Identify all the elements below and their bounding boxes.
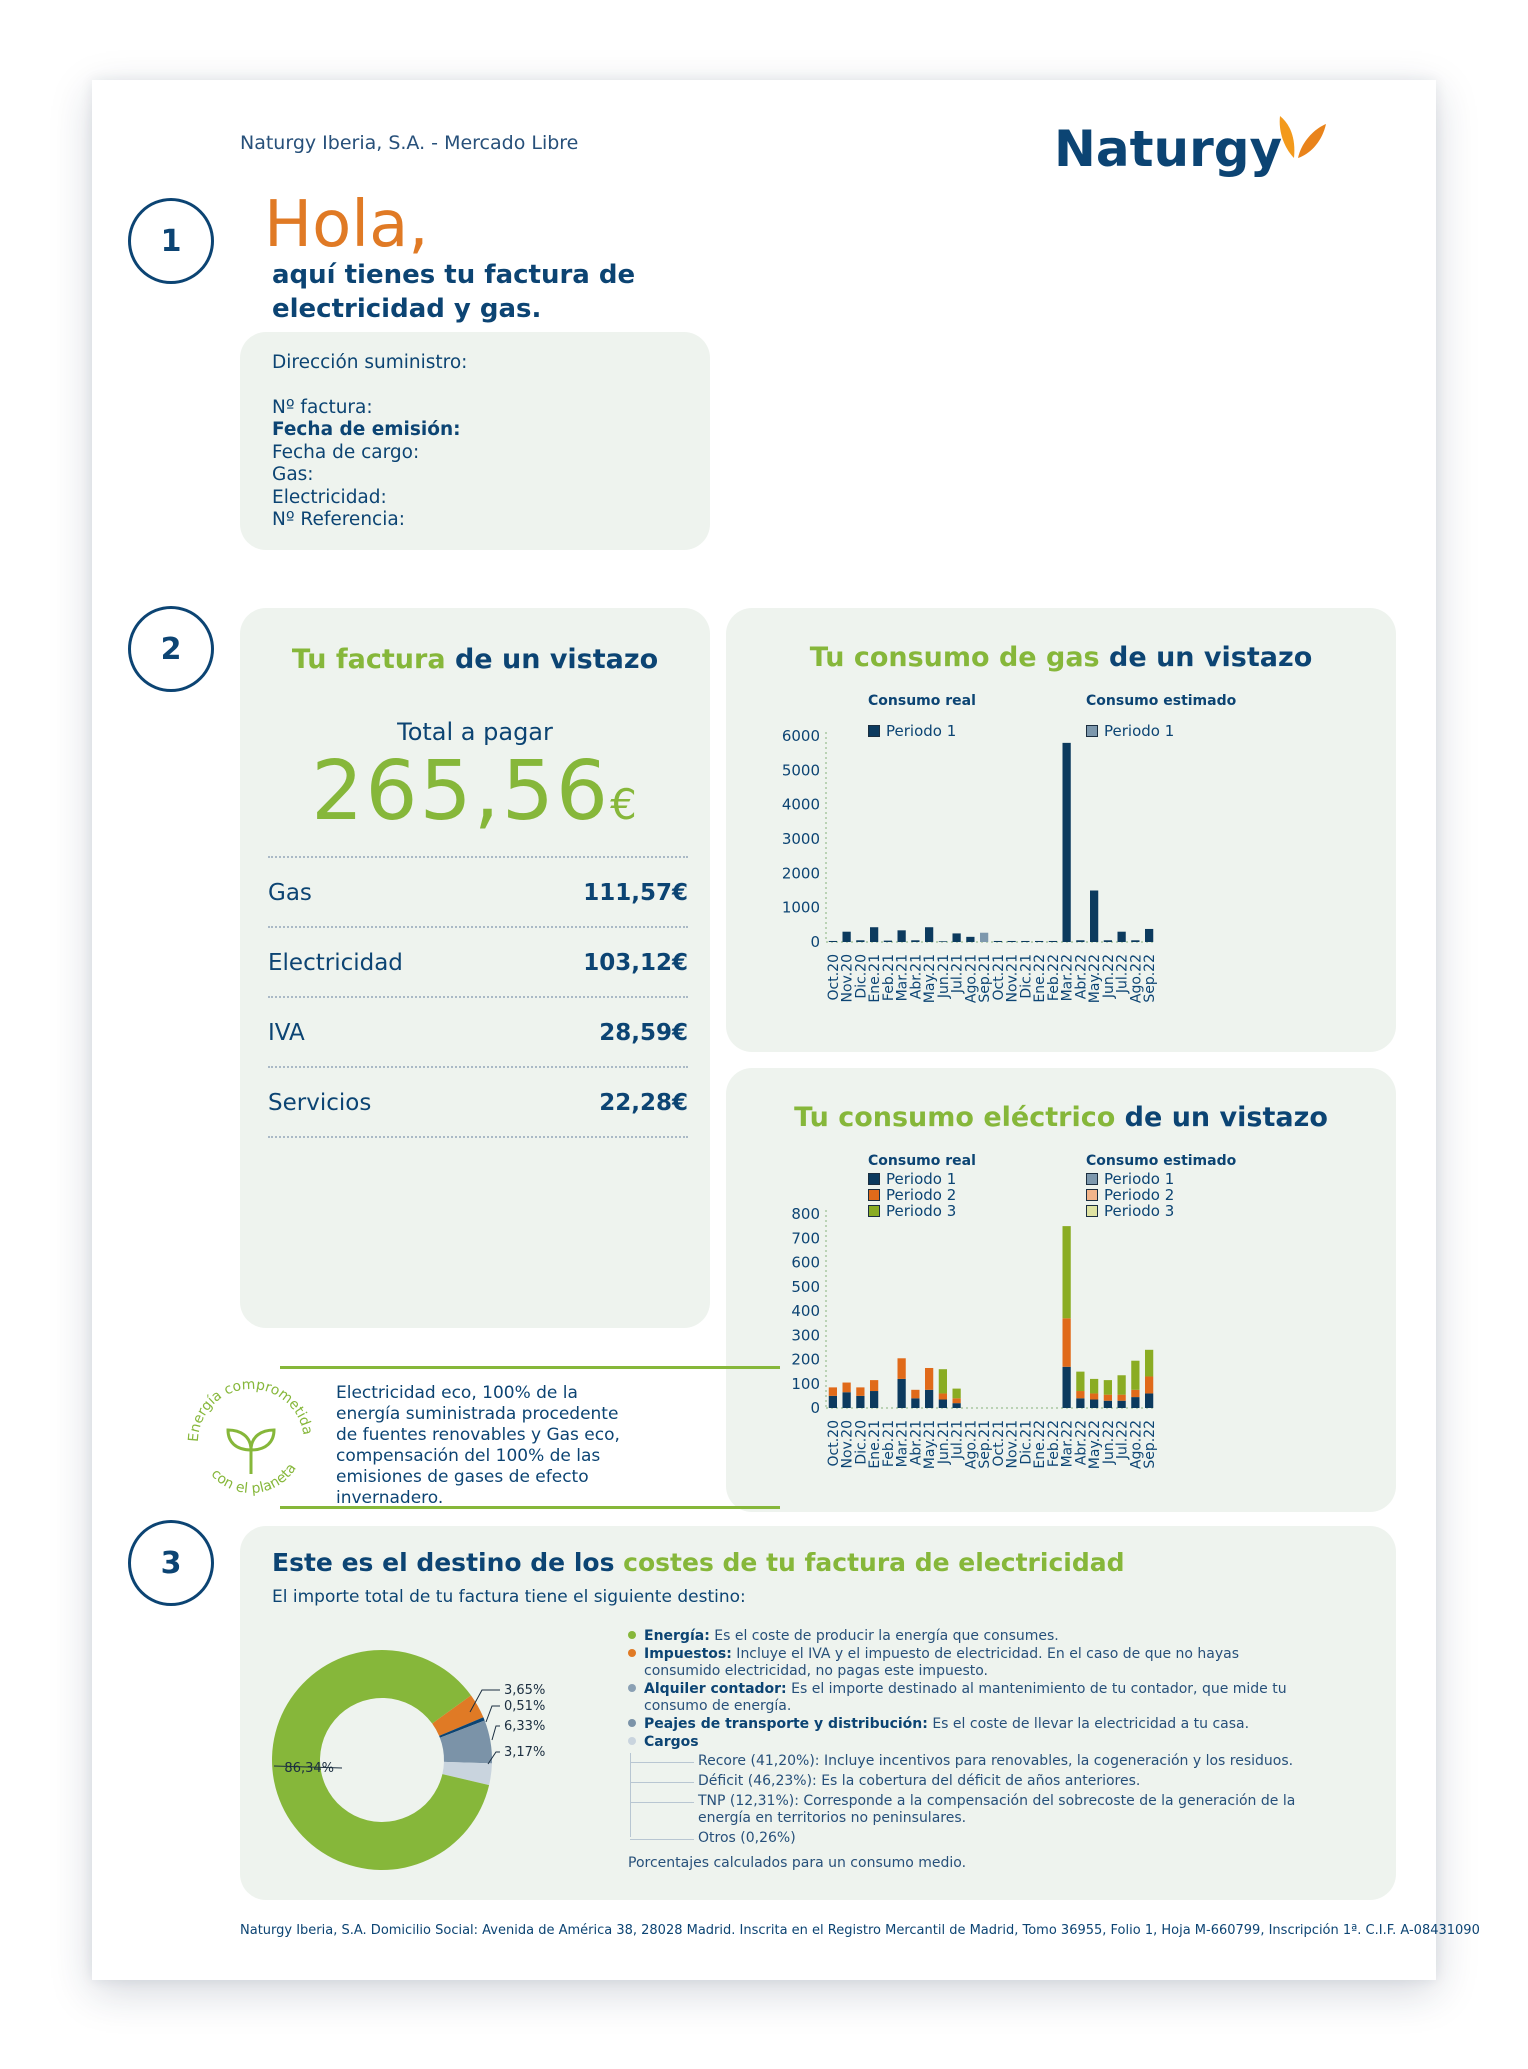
butterfly-icon bbox=[1272, 110, 1332, 170]
legal-footer: Naturgy Iberia, S.A. Domicilio Social: Avenida de América 38, 28028 Madrid. Inscrita en el Registro Mercantil de Madrid, Tomo 36955, Folio 1, Hoja M-660799, Inscripción 1ª. C.I.F. A-08431090 bbox=[240, 1923, 1480, 1938]
x-tick-label: Ene.22 bbox=[1032, 1420, 1049, 1469]
x-tick-label: Dic.21 bbox=[1018, 954, 1035, 999]
gas-consumption-chart bbox=[726, 608, 1396, 1052]
summary-row-gas: Gas 111,57€ bbox=[268, 856, 688, 928]
x-tick-label: Mar.21 bbox=[894, 954, 911, 1002]
y-tick-label: 100 bbox=[791, 1374, 820, 1393]
x-tick-label: Nov.21 bbox=[1004, 954, 1021, 1003]
bar bbox=[1118, 1401, 1126, 1408]
gas-chart-title: Tu consumo de gas de un vistazo bbox=[809, 642, 1313, 673]
x-tick-label: Jun.22 bbox=[1100, 1420, 1117, 1465]
x-tick-label: Ago.22 bbox=[1128, 954, 1145, 1004]
summary-divider bbox=[268, 1136, 688, 1138]
bar bbox=[1035, 941, 1043, 942]
x-tick-label: Mar.22 bbox=[1059, 954, 1076, 1002]
supply-details-card bbox=[240, 332, 710, 550]
x-tick-label: Dic.20 bbox=[853, 954, 870, 999]
cargo-recore: Recore (41,20%): Incluye incentivos para renovables, la cogeneración y los residuos. bbox=[698, 1753, 1318, 1770]
bar bbox=[1090, 1379, 1098, 1394]
x-tick-label: Mar.21 bbox=[894, 1420, 911, 1468]
bar bbox=[1063, 1226, 1071, 1318]
cargos-breakdown bbox=[628, 1753, 1318, 1847]
bar bbox=[925, 1368, 933, 1390]
x-tick-label: May.21 bbox=[922, 954, 939, 1004]
bar bbox=[939, 1400, 947, 1408]
charge-date-label: Fecha de cargo: bbox=[272, 441, 420, 463]
gas-legend-est-p1: Periodo 1 bbox=[1086, 723, 1174, 739]
donut-label: 6,33% bbox=[504, 1719, 546, 1734]
bar bbox=[1131, 1390, 1139, 1397]
bar bbox=[843, 1392, 851, 1408]
x-tick-label: Jul.21 bbox=[949, 1420, 966, 1460]
costs-note: Porcentajes calculados para un consumo medio. bbox=[628, 1855, 967, 1871]
elec-legend-real-p3: Periodo 3 bbox=[868, 1203, 956, 1219]
bar bbox=[911, 940, 919, 942]
y-tick-label: 600 bbox=[791, 1253, 820, 1272]
bar bbox=[1021, 941, 1029, 942]
legend-alquiler: Alquiler contador: Es el importe destinado al mantenimiento de tu contador, que mide tu consumo de energía. bbox=[628, 1681, 1318, 1715]
y-tick-label: 2000 bbox=[781, 864, 820, 883]
electricity-label: Electricidad: bbox=[272, 486, 387, 508]
gas-legend-real-p1: Periodo 1 bbox=[868, 723, 956, 739]
x-tick-label: Jul.21 bbox=[949, 954, 966, 994]
bar bbox=[953, 1398, 961, 1403]
x-tick-label: Ago.21 bbox=[963, 954, 980, 1004]
legend-peajes: Peajes de transporte y distribución: Es el coste de llevar la electricidad a tu casa. bbox=[628, 1716, 1318, 1733]
bar bbox=[1076, 940, 1084, 942]
x-tick-label: Sep.21 bbox=[977, 954, 994, 1003]
bar bbox=[870, 1391, 878, 1408]
gas-legend-real-heading: Consumo real bbox=[868, 693, 976, 709]
bar bbox=[856, 1396, 864, 1408]
x-tick-label: Oct.21 bbox=[990, 954, 1007, 1001]
bar bbox=[953, 933, 961, 942]
costs-donut-chart bbox=[252, 1640, 652, 1880]
y-tick-label: 0 bbox=[810, 933, 820, 951]
section-number-1: 1 bbox=[128, 198, 214, 284]
donut-label: 3,65% bbox=[504, 1683, 546, 1698]
bar bbox=[966, 937, 974, 942]
company-name: Naturgy Iberia, S.A. - Mercado Libre bbox=[240, 132, 579, 154]
elec-legend-est-p3: Periodo 3 bbox=[1086, 1203, 1174, 1219]
bar bbox=[939, 941, 947, 942]
bar bbox=[1145, 929, 1153, 942]
y-tick-label: 4000 bbox=[781, 795, 820, 814]
logo-text: Naturgy bbox=[1054, 120, 1283, 178]
x-tick-label: Oct.20 bbox=[825, 1420, 842, 1467]
donut-leader bbox=[486, 1706, 500, 1722]
reference-label: Nº Referencia: bbox=[272, 509, 405, 530]
bar bbox=[980, 933, 988, 942]
bar bbox=[856, 940, 864, 942]
y-tick-label: 1000 bbox=[781, 898, 820, 917]
y-tick-label: 800 bbox=[791, 1205, 820, 1223]
bar bbox=[911, 1398, 919, 1408]
costs-title: Este es el destino de los costes de tu factura de electricidad bbox=[272, 1548, 1125, 1577]
bar bbox=[1131, 940, 1139, 942]
x-tick-label: Ene.22 bbox=[1032, 954, 1049, 1003]
y-tick-label: 5000 bbox=[781, 761, 820, 780]
bar bbox=[1104, 1401, 1112, 1408]
bar bbox=[925, 1390, 933, 1408]
bar bbox=[1131, 1361, 1139, 1390]
x-tick-label: Feb.21 bbox=[880, 1420, 897, 1468]
electric-consumption-chart bbox=[726, 1068, 1396, 1512]
svg-text:con el planeta: con el planeta bbox=[207, 1460, 300, 1498]
x-tick-label: Abr.21 bbox=[908, 1420, 925, 1466]
bar bbox=[884, 941, 892, 942]
elec-legend-est-p2: Periodo 2 bbox=[1086, 1187, 1174, 1203]
y-tick-label: 3000 bbox=[781, 830, 820, 848]
x-tick-label: Mar.22 bbox=[1059, 1420, 1076, 1468]
svg-text:Energía comprometida: Energía comprometida bbox=[185, 1376, 316, 1443]
summary-row-electricity: Electricidad 103,12€ bbox=[268, 926, 688, 998]
bar bbox=[1049, 941, 1057, 942]
eco-rule-top bbox=[280, 1366, 780, 1369]
naturgy-logo bbox=[1054, 110, 1334, 184]
bar bbox=[1063, 1367, 1071, 1408]
y-tick-label: 400 bbox=[791, 1302, 820, 1320]
summary-title: Tu factura de un vistazo bbox=[291, 644, 659, 675]
bar bbox=[1076, 1391, 1084, 1398]
x-tick-label: Sep.22 bbox=[1142, 954, 1159, 1003]
y-tick-label: 6000 bbox=[781, 727, 820, 745]
bar bbox=[939, 1393, 947, 1399]
x-tick-label: Abr.22 bbox=[1073, 954, 1090, 1000]
x-tick-label: Jun.22 bbox=[1100, 954, 1117, 999]
bar bbox=[898, 930, 906, 942]
bar bbox=[953, 1389, 961, 1399]
bar bbox=[1118, 932, 1126, 942]
donut-leader bbox=[492, 1726, 500, 1740]
bar bbox=[1131, 1397, 1139, 1408]
bar bbox=[829, 1387, 837, 1395]
gas-legend-estimated-heading: Consumo estimado bbox=[1086, 693, 1237, 709]
bar bbox=[1090, 891, 1098, 943]
y-tick-label: 300 bbox=[791, 1326, 820, 1345]
x-tick-label: Ene.21 bbox=[867, 1420, 884, 1469]
greeting-subtitle: aquí tienes tu factura de electricidad y gas. bbox=[272, 260, 636, 324]
bar bbox=[939, 1369, 947, 1393]
bar bbox=[1145, 1350, 1153, 1377]
bar bbox=[1104, 1395, 1112, 1401]
bar bbox=[870, 927, 878, 942]
x-tick-label: Ago.22 bbox=[1128, 1420, 1145, 1470]
bar bbox=[898, 1379, 906, 1408]
cargo-otros: Otros (0,26%) bbox=[698, 1830, 1318, 1847]
summary-row-services: Servicios 22,28€ bbox=[268, 1066, 688, 1138]
bar bbox=[1104, 1380, 1112, 1395]
x-tick-label: Abr.22 bbox=[1073, 1420, 1090, 1466]
x-tick-label: Abr.21 bbox=[908, 954, 925, 1000]
invoice-page bbox=[92, 80, 1480, 1980]
invoice-number-label: Nº factura: bbox=[272, 396, 373, 418]
bar bbox=[1063, 1318, 1071, 1367]
section-number-2: 2 bbox=[128, 606, 214, 692]
elec-legend-est-p1: Periodo 1 bbox=[1086, 1171, 1174, 1187]
cargo-tnp: TNP (12,31%): Corresponde a la compensación del sobrecoste de la generación de la energía en territorios no peninsulares. bbox=[698, 1793, 1318, 1827]
elec-legend-real-p2: Periodo 2 bbox=[868, 1187, 956, 1203]
y-tick-label: 200 bbox=[791, 1350, 820, 1369]
x-tick-label: Ene.21 bbox=[867, 954, 884, 1003]
x-tick-label: May.22 bbox=[1087, 1420, 1104, 1470]
costs-subtitle: El importe total de tu factura tiene el siguiente destino: bbox=[272, 1587, 746, 1607]
eco-rule-bottom bbox=[280, 1506, 780, 1509]
x-tick-label: Jun.21 bbox=[935, 1420, 952, 1465]
bar bbox=[1145, 1393, 1153, 1408]
bar bbox=[1118, 1395, 1126, 1401]
bar bbox=[1090, 1400, 1098, 1408]
electric-chart-title: Tu consumo eléctrico de un vistazo bbox=[794, 1102, 1328, 1133]
x-tick-label: Nov.20 bbox=[839, 1420, 856, 1469]
elec-legend-real-p1: Periodo 1 bbox=[868, 1171, 956, 1187]
donut-label: 86,34% bbox=[284, 1761, 334, 1776]
x-tick-label: Sep.21 bbox=[977, 1420, 994, 1469]
elec-legend-estimated-heading: Consumo estimado bbox=[1086, 1153, 1237, 1169]
x-tick-label: May.21 bbox=[922, 1420, 939, 1470]
x-tick-label: Feb.22 bbox=[1045, 954, 1062, 1002]
x-tick-label: Jun.21 bbox=[935, 954, 952, 999]
bar bbox=[843, 932, 851, 942]
bar bbox=[1008, 941, 1016, 942]
x-tick-label: May.22 bbox=[1087, 954, 1104, 1004]
bar bbox=[1076, 1398, 1084, 1408]
x-tick-label: Nov.20 bbox=[839, 954, 856, 1003]
issue-date-label: Fecha de emisión: bbox=[272, 419, 461, 440]
gas-chart-card bbox=[726, 608, 1396, 1052]
y-tick-label: 0 bbox=[810, 1399, 820, 1417]
y-tick-label: 500 bbox=[791, 1277, 820, 1296]
x-tick-label: Feb.21 bbox=[880, 954, 897, 1002]
bar bbox=[1145, 1376, 1153, 1393]
x-tick-label: Oct.21 bbox=[990, 1420, 1007, 1467]
x-tick-label: Oct.20 bbox=[825, 954, 842, 1001]
x-tick-label: Nov.21 bbox=[1004, 1420, 1021, 1469]
address-label: Dirección suministro: bbox=[272, 352, 468, 373]
bar bbox=[1076, 1372, 1084, 1391]
summary-row-iva: IVA 28,59€ bbox=[268, 996, 688, 1068]
gas-label: Gas: bbox=[272, 464, 314, 485]
x-tick-label: Jul.22 bbox=[1114, 954, 1131, 994]
bar bbox=[843, 1383, 851, 1393]
bar bbox=[953, 1403, 961, 1408]
costs-legend bbox=[628, 1628, 1318, 1872]
elec-legend-real-heading: Consumo real bbox=[868, 1153, 976, 1169]
x-tick-label: Ago.21 bbox=[963, 1420, 980, 1470]
bar bbox=[829, 1396, 837, 1408]
bar bbox=[898, 1358, 906, 1379]
total-amount: 265,56€ bbox=[311, 744, 639, 839]
cargo-deficit: Déficit (46,23%): Es la cobertura del déficit de años anteriores. bbox=[698, 1773, 1318, 1790]
bar bbox=[856, 1387, 864, 1395]
x-tick-label: Sep.22 bbox=[1142, 1420, 1159, 1469]
x-tick-label: Dic.21 bbox=[1018, 1420, 1035, 1465]
legend-energia: Energía: Es el coste de producir la energía que consumes. bbox=[628, 1628, 1318, 1645]
eco-description: Electricidad eco, 100% de la energía suministrada procedente de fuentes renovables y Gas eco, compensación del 100% de las emisiones de gases de efecto invernadero. bbox=[336, 1383, 620, 1508]
x-tick-label: Jul.22 bbox=[1114, 1420, 1131, 1460]
section-number-3: 3 bbox=[128, 1520, 214, 1606]
donut-label: 0,51% bbox=[504, 1699, 546, 1714]
bar bbox=[1104, 940, 1112, 942]
legend-cargos: Cargos bbox=[628, 1734, 1318, 1751]
electric-chart-card bbox=[726, 1068, 1396, 1512]
bar bbox=[994, 941, 1002, 942]
bar bbox=[925, 927, 933, 942]
greeting-hello: Hola, bbox=[264, 188, 429, 262]
total-label: Total a pagar bbox=[397, 718, 553, 746]
bar bbox=[1090, 1393, 1098, 1399]
donut-label: 3,17% bbox=[504, 1745, 546, 1760]
bar bbox=[911, 1390, 919, 1398]
x-tick-label: Dic.20 bbox=[853, 1420, 870, 1465]
eco-seal-icon bbox=[176, 1364, 326, 1514]
x-tick-label: Feb.22 bbox=[1045, 1420, 1062, 1468]
bar bbox=[1118, 1375, 1126, 1394]
bar bbox=[870, 1380, 878, 1391]
bar bbox=[829, 941, 837, 942]
summary-card bbox=[240, 608, 710, 1328]
bar bbox=[1063, 743, 1071, 942]
y-tick-label: 700 bbox=[791, 1229, 820, 1248]
legend-impuestos: Impuestos: Incluye el IVA y el impuesto de electricidad. En el caso de que no hayas consumido electricidad, no pagas este impuesto. bbox=[628, 1646, 1318, 1680]
